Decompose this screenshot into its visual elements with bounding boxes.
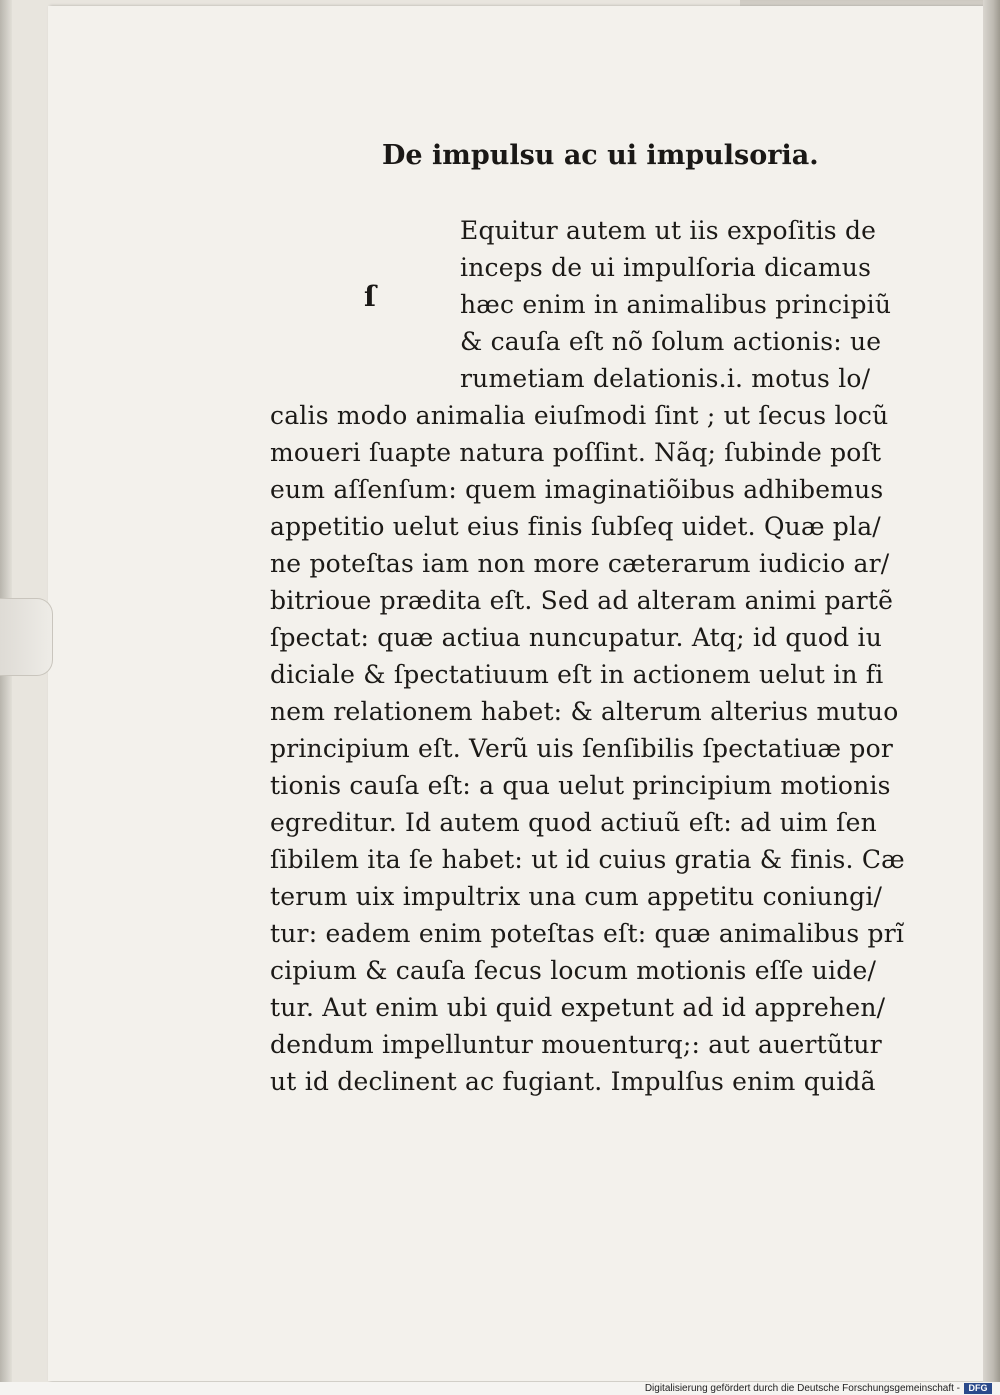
text-line: hæc enim in animalibus principiũ bbox=[460, 290, 892, 319]
text-line: tur: eadem enim poteſtas eſt: quæ animalibus prĩ bbox=[270, 919, 905, 948]
text-line: ut id declinent ac fugiant. Impulſus enim quidã bbox=[270, 1067, 876, 1096]
text-line: Equitur autem ut iis expoſitis de bbox=[460, 216, 877, 245]
text-line: & cauſa eſt nõ ſolum actionis: ue bbox=[460, 327, 882, 356]
text-line: calis modo animalia eiuſmodi ſint ; ut ſecus locũ bbox=[270, 401, 889, 430]
text-line: appetitio uelut eius finis ſubſeq uidet. Quæ pla/ bbox=[270, 512, 881, 541]
dfg-logo: DFG bbox=[964, 1383, 992, 1394]
text-line: terum uix impultrix una cum appetitu coniungi/ bbox=[270, 882, 883, 911]
text-line: principium eſt. Verũ uis ſenſibilis ſpectatiuæ por bbox=[270, 734, 893, 763]
text-line: rumetiam delationis.i. motus lo/ bbox=[460, 364, 871, 393]
text-line: ne poteſtas iam non more cæterarum iudicio ar/ bbox=[270, 549, 890, 578]
text-line: egreditur. Id autem quod actiuũ eſt: ad uim ſen bbox=[270, 808, 877, 837]
text-line: cipium & cauſa ſecus locum motionis eſſe uide/ bbox=[270, 956, 877, 985]
text-line: nem relationem habet: & alterum alterius mutuo bbox=[270, 697, 899, 726]
text-line: diciale & ſpectatiuum eſt in actionem uelut in fi bbox=[270, 660, 884, 689]
text-line: ſibilem ita ſe habet: ut id cuius gratia & finis. Cæ bbox=[270, 845, 905, 874]
page-clip bbox=[0, 598, 53, 676]
marginal-guide-letter: ſ bbox=[364, 280, 377, 313]
funding-notice: Digitalisierung gefördert durch die Deutsche Forschungsgemeinschaft - bbox=[644, 1383, 960, 1394]
text-line: tur. Aut enim ubi quid expetunt ad id apprehen/ bbox=[270, 993, 886, 1022]
text-line: bitrioue prædita eſt. Sed ad alteram animi partẽ bbox=[270, 586, 894, 615]
scan-left-edge bbox=[0, 0, 12, 1395]
text-line: inceps de ui impulſoria dicamus bbox=[460, 253, 872, 282]
page-edge bbox=[983, 0, 1000, 1382]
text-line: moueri ſuapte natura poſſint. Nãq; ſubinde poſt bbox=[270, 438, 882, 467]
chapter-heading: De impulsu ac ui impulsoria. bbox=[382, 140, 819, 171]
footer-bar bbox=[0, 1382, 1000, 1395]
text-line: dendum impelluntur mouenturq;: aut auertũtur bbox=[270, 1030, 882, 1059]
text-line: tionis cauſa eſt: a qua uelut principium motionis bbox=[270, 771, 891, 800]
text-line: ſpectat: quæ actiua nuncupatur. Atq; id quod iu bbox=[270, 623, 883, 652]
text-line: eum aſſenſum: quem imaginatiõibus adhibemus bbox=[270, 475, 884, 504]
